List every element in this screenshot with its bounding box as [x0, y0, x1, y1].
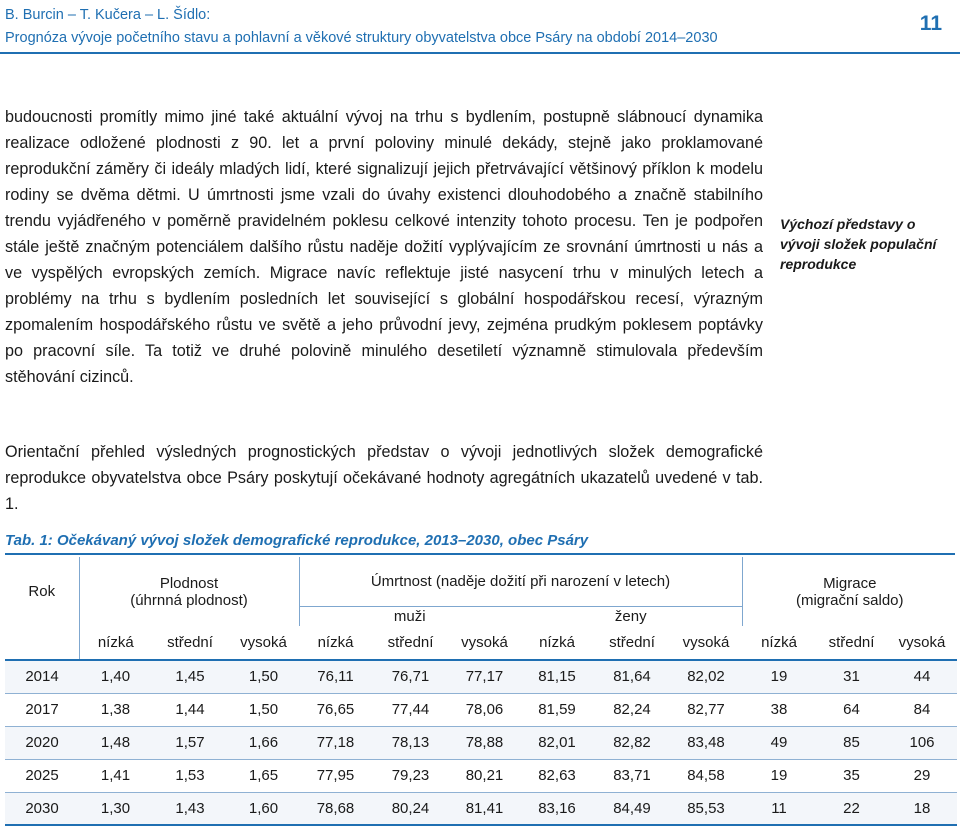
table-cell: 1,41	[79, 759, 152, 792]
table-cell: 1,44	[152, 693, 228, 726]
plodnost-label: Plodnost	[159, 574, 219, 592]
table-cell: 80,21	[449, 759, 520, 792]
table-cell: 82,77	[670, 693, 742, 726]
variant-header: střední	[594, 626, 670, 660]
table-cell: 1,48	[79, 726, 152, 759]
col-header-umrtnost: Úmrtnost (naděje dožití při narození v letech)	[299, 557, 742, 606]
migrace-sublabel: (migrační saldo)	[795, 591, 904, 609]
table-body	[5, 660, 957, 825]
variant-cell-empty	[5, 626, 79, 660]
forecast-table	[5, 557, 957, 826]
table-cell: 1,38	[79, 693, 152, 726]
variant-header: vysoká	[887, 626, 957, 660]
col-header-muzi: muži	[299, 606, 520, 626]
table-cell: 1,57	[152, 726, 228, 759]
variant-header: nízká	[79, 626, 152, 660]
table-row	[5, 726, 957, 759]
table-cell: 77,17	[449, 660, 520, 693]
table-cell: 77,95	[299, 759, 372, 792]
table-top-rule	[5, 553, 955, 555]
table-cell: 1,30	[79, 792, 152, 825]
variant-header: střední	[152, 626, 228, 660]
page-header	[0, 0, 960, 60]
table-cell: 1,66	[228, 726, 299, 759]
table-cell: 1,43	[152, 792, 228, 825]
row-year: 2014	[5, 660, 79, 693]
table-cell: 85,53	[670, 792, 742, 825]
row-year: 2025	[5, 759, 79, 792]
header-title: Prognóza vývoje početního stavu a pohlavní a věkové struktury obyvatelstva obce Psáry na období 2014–2030	[5, 30, 718, 46]
table-cell: 11	[742, 792, 816, 825]
plodnost-sublabel: (úhrnná plodnost)	[130, 591, 248, 609]
variant-header-row	[5, 626, 957, 660]
row-year: 2020	[5, 726, 79, 759]
body-paragraph-1: budoucnosti promítly mimo jiné také aktuální vývoj na trhu s bydlením, postupně slábnoucí dynamika realizace odložené plodnosti z 90. let a první poloviny minulé dekády, stejně jako proklamované reprodukční záměry či ideály mladých lidí, které signalizují jejich přetrvávající většinový příklon k modelu rodiny se dvěma dětmi. U úmrtnosti jsme vzali do úvahy existenci dlouhodobého a značně stabilního trendu vyjádřeného v poměrně pravidelném poklesu celkové intenzity tohoto procesu. Ten je podpořen stále ještě značným potenciálem dalšího růstu naděje dožití vyplývajícím ze srovnání úmrtnosti u nás a ve vyspělých evropských zemích. Migrace navíc reflektuje jisté nasycení trhu v minulých letech a problémy na trhu s bydlením posledních let související s globální hospodářskou recesí, výrazným zpomalením hospodářského růstu ve světě a jeho průvodní jevy, zejména prudkým poklesem poptávky po pracovní síle. Ta totiž ve druhé polovině minulého desetiletí významně stimulovala především stěhování cizinců.	[5, 108, 763, 386]
table-cell: 82,82	[594, 726, 670, 759]
col-header-rok: Rok	[5, 557, 79, 626]
table-cell: 78,13	[372, 726, 449, 759]
table-cell: 106	[887, 726, 957, 759]
variant-header: nízká	[520, 626, 594, 660]
body-paragraph-2: Orientační přehled výsledných prognostických představ o vývoji jednotlivých složek demografické reprodukce obyvatelstva obce Psáry poskytují očekávané hodnoty agregátních ukazatelů uvedené v tab. 1.	[5, 443, 763, 513]
table-cell: 81,41	[449, 792, 520, 825]
variant-header: vysoká	[449, 626, 520, 660]
table-cell: 81,15	[520, 660, 594, 693]
table-cell: 1,40	[79, 660, 152, 693]
table-cell: 83,71	[594, 759, 670, 792]
col-header-plodnost	[79, 557, 299, 626]
table-cell: 19	[742, 759, 816, 792]
table-cell: 82,01	[520, 726, 594, 759]
table-cell: 81,59	[520, 693, 594, 726]
table-cell: 82,24	[594, 693, 670, 726]
row-year: 2017	[5, 693, 79, 726]
table-cell: 18	[887, 792, 957, 825]
variant-header: střední	[372, 626, 449, 660]
table-row	[5, 693, 957, 726]
table-cell: 31	[816, 660, 887, 693]
table-cell: 1,45	[152, 660, 228, 693]
table-cell: 49	[742, 726, 816, 759]
col-header-zeny: ženy	[520, 606, 742, 626]
variant-header: nízká	[299, 626, 372, 660]
table-cell: 80,24	[372, 792, 449, 825]
table-row	[5, 759, 957, 792]
variant-header: střední	[816, 626, 887, 660]
variant-header: vysoká	[670, 626, 742, 660]
table-cell: 76,11	[299, 660, 372, 693]
table-cell: 29	[887, 759, 957, 792]
table-row	[5, 792, 957, 825]
table-cell: 1,53	[152, 759, 228, 792]
table-cell: 76,65	[299, 693, 372, 726]
migrace-label: Migrace	[823, 574, 877, 592]
table-cell: 78,06	[449, 693, 520, 726]
table-cell: 83,16	[520, 792, 594, 825]
variant-header: nízká	[742, 626, 816, 660]
table-cell: 22	[816, 792, 887, 825]
margin-note: Výchozí představy o vývoji složek populační reprodukce	[780, 216, 937, 272]
table-cell: 84	[887, 693, 957, 726]
table-cell: 44	[887, 660, 957, 693]
table-cell: 82,63	[520, 759, 594, 792]
table-cell: 83,48	[670, 726, 742, 759]
table-cell: 81,64	[594, 660, 670, 693]
row-year: 2030	[5, 792, 79, 825]
table-cell: 1,50	[228, 660, 299, 693]
page-number: 11	[919, 12, 942, 35]
table-cell: 77,18	[299, 726, 372, 759]
table-cell: 64	[816, 693, 887, 726]
table-cell: 78,88	[449, 726, 520, 759]
table-cell: 19	[742, 660, 816, 693]
table-cell: 76,71	[372, 660, 449, 693]
header-rule	[0, 52, 960, 54]
table-cell: 77,44	[372, 693, 449, 726]
table-cell: 35	[816, 759, 887, 792]
col-header-migrace	[742, 557, 957, 626]
table-cell: 85	[816, 726, 887, 759]
table-cell: 82,02	[670, 660, 742, 693]
variant-header: vysoká	[228, 626, 299, 660]
table-cell: 84,58	[670, 759, 742, 792]
table-row	[5, 660, 957, 693]
table-cell: 1,60	[228, 792, 299, 825]
table-header	[5, 557, 957, 660]
table-cell: 79,23	[372, 759, 449, 792]
table-cell: 78,68	[299, 792, 372, 825]
table-cell: 84,49	[594, 792, 670, 825]
header-authors: B. Burcin – T. Kučera – L. Šídlo:	[5, 7, 211, 23]
table-cell: 1,65	[228, 759, 299, 792]
table-caption: Tab. 1: Očekávaný vývoj složek demografické reprodukce, 2013–2030, obec Psáry	[5, 532, 589, 549]
table-cell: 38	[742, 693, 816, 726]
table-cell: 1,50	[228, 693, 299, 726]
